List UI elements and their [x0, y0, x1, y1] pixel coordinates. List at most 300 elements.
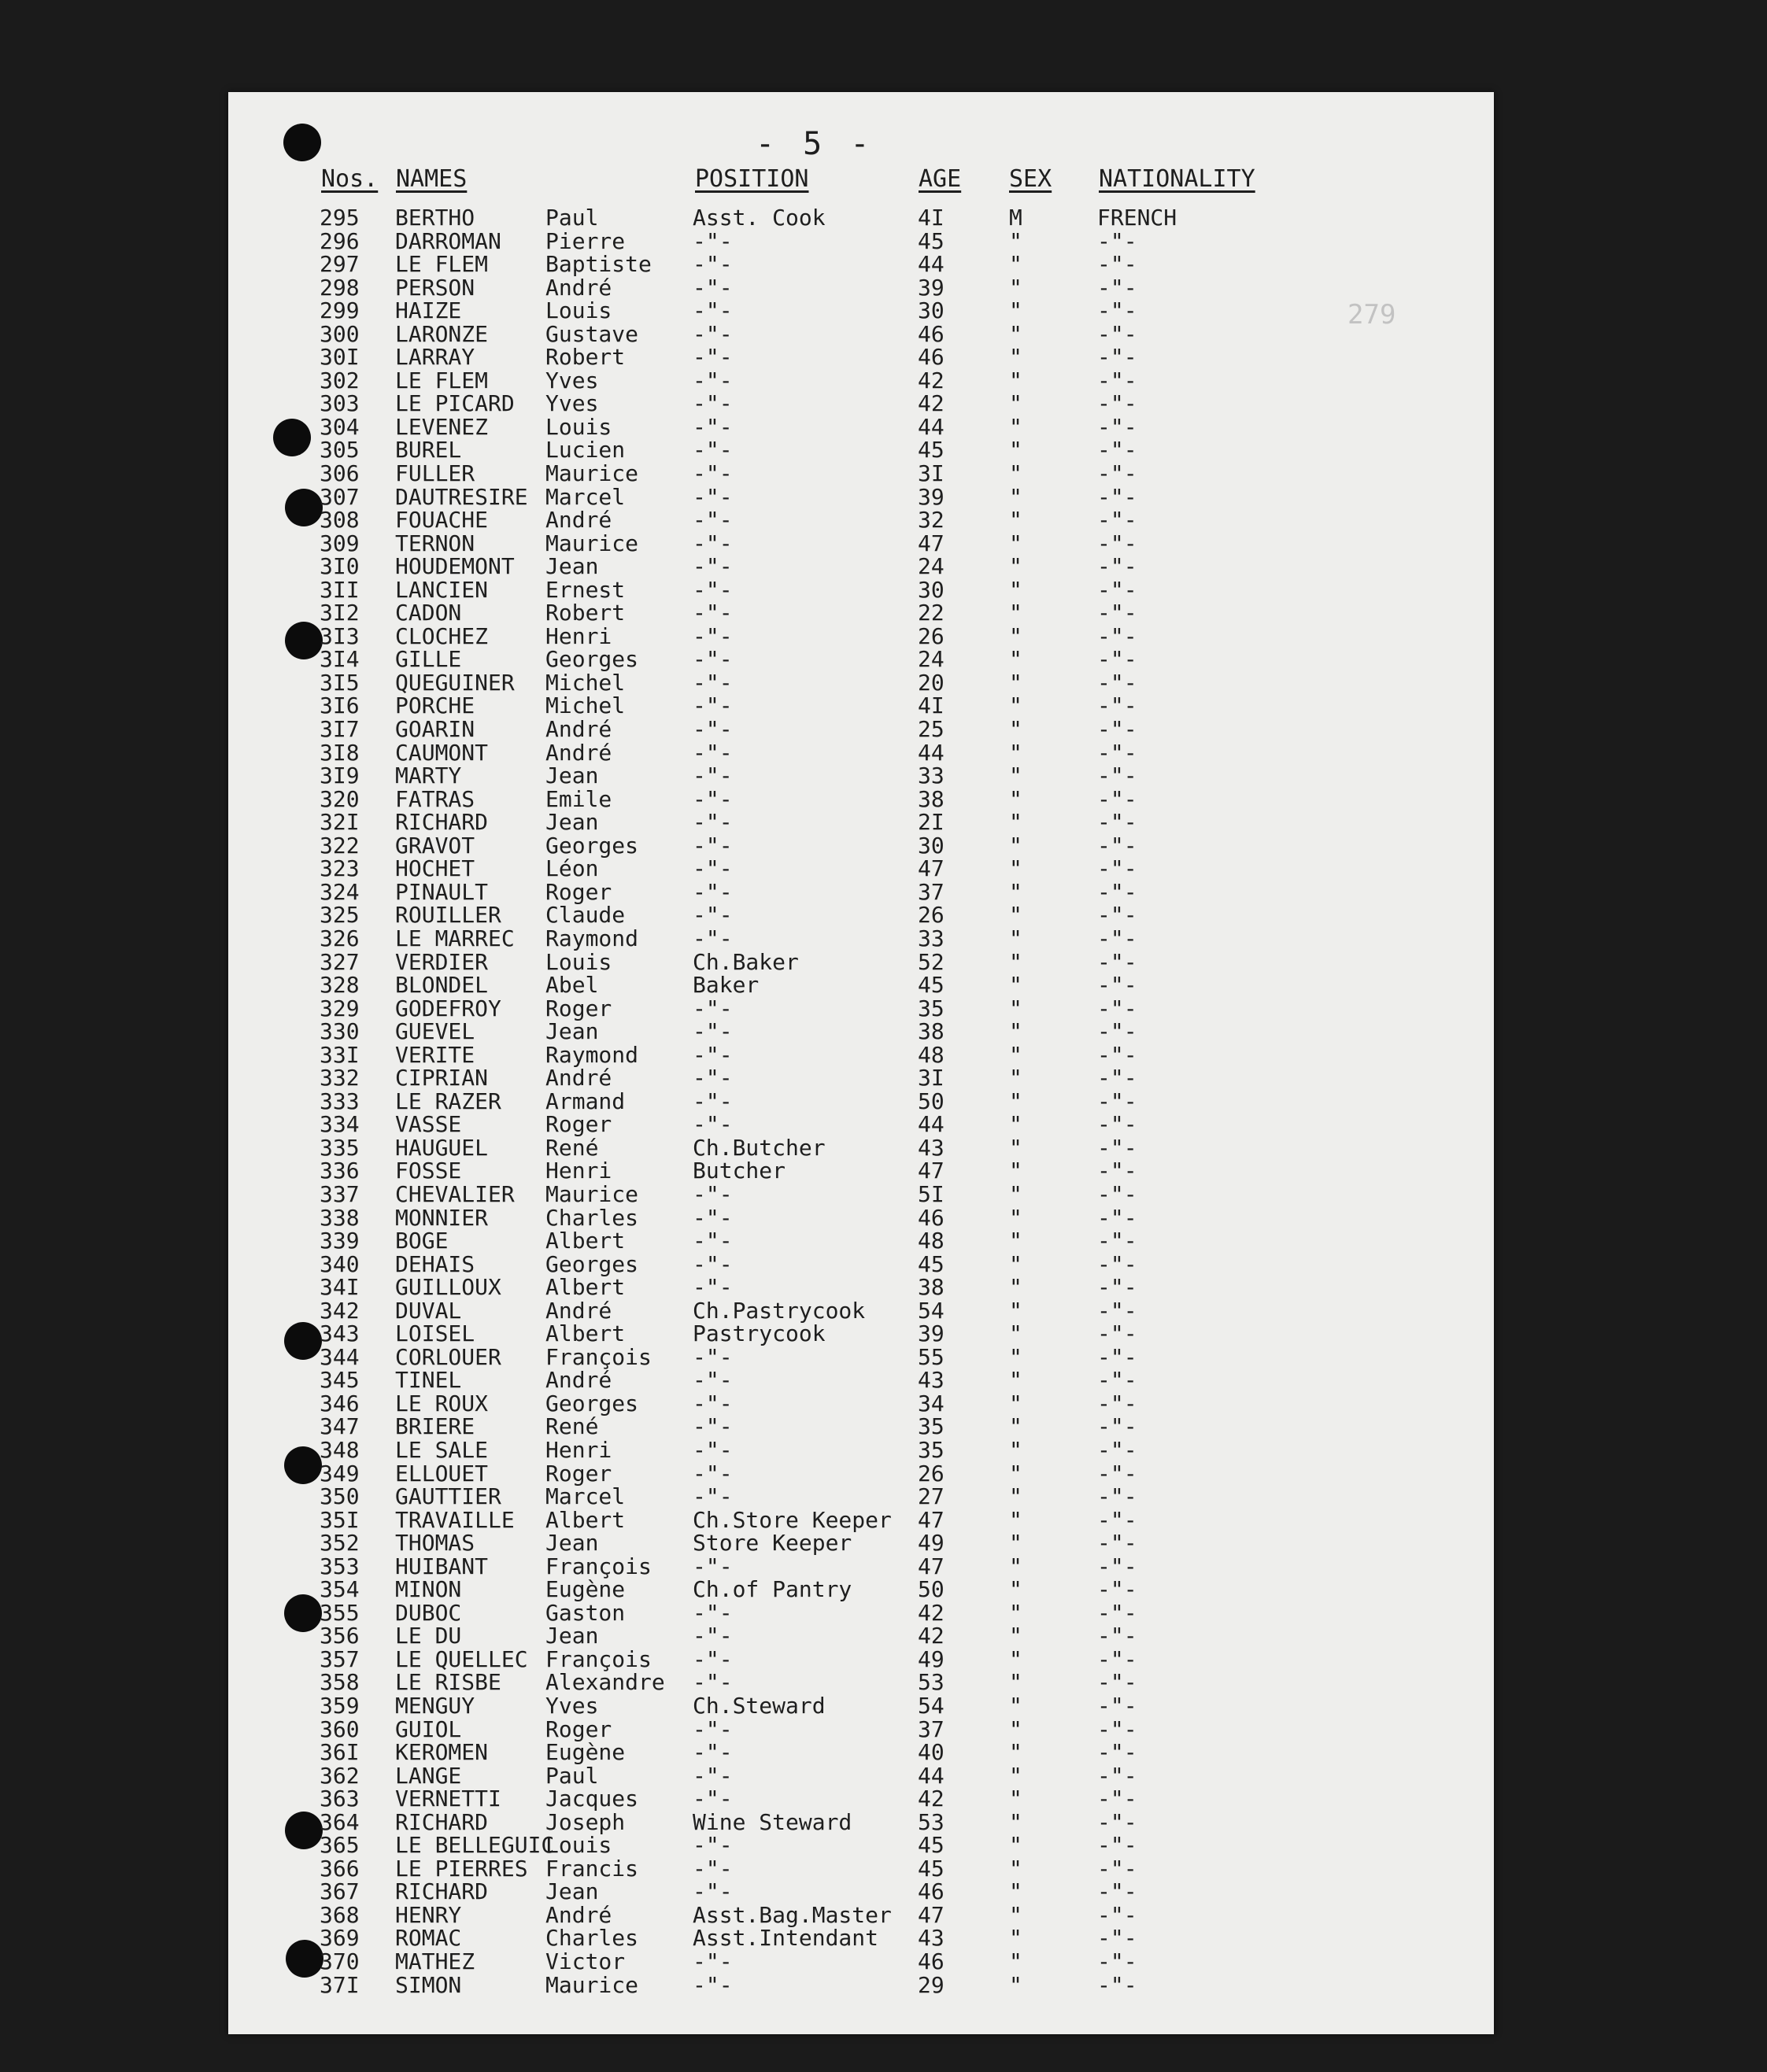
- position: -"-: [693, 809, 733, 836]
- position: -"-: [693, 320, 733, 347]
- age: 49: [918, 1645, 944, 1672]
- position: -"-: [693, 1460, 733, 1487]
- first-name: René: [545, 1134, 599, 1161]
- first-name: Albert: [545, 1506, 626, 1533]
- first-name: Albert: [545, 1274, 626, 1301]
- age: 2I: [918, 809, 944, 836]
- table-row: [320, 1808, 1343, 1835]
- sex: ": [1009, 1111, 1022, 1138]
- table-row: [320, 1436, 1343, 1463]
- nationality: -"-: [1097, 437, 1137, 464]
- header-nos: Nos.: [321, 165, 379, 193]
- nationality: -"-: [1097, 460, 1137, 487]
- surname: MARTY: [395, 763, 462, 789]
- age: 50: [918, 1576, 944, 1603]
- surname: RICHARD: [395, 1878, 489, 1905]
- first-name: Georges: [545, 646, 639, 673]
- entry-number: 308: [320, 507, 360, 534]
- table-row: [320, 1250, 1343, 1277]
- position: -"-: [693, 1088, 733, 1114]
- sex: ": [1009, 1576, 1022, 1603]
- surname: PINAULT: [395, 878, 489, 905]
- age: 40: [918, 1739, 944, 1766]
- header-position: POSITION: [695, 165, 809, 193]
- position: -"-: [693, 739, 733, 766]
- entry-number: 353: [320, 1553, 360, 1579]
- sex: ": [1009, 1343, 1022, 1370]
- position: -"-: [693, 1180, 733, 1207]
- surname: DUVAL: [395, 1297, 462, 1324]
- surname: MONNIER: [395, 1204, 489, 1231]
- surname: HAUGUEL: [395, 1134, 489, 1161]
- age: 26: [918, 1460, 944, 1487]
- age: 47: [918, 1553, 944, 1579]
- entry-number: 366: [320, 1855, 360, 1882]
- surname: LANCIEN: [395, 576, 489, 603]
- table-row: [320, 345, 1343, 369]
- surname: LE BELLEGUIC: [395, 1832, 555, 1859]
- nationality: -"-: [1097, 1948, 1137, 1975]
- first-name: Georges: [545, 832, 639, 859]
- position: -"-: [693, 1878, 733, 1905]
- table-row: [320, 1741, 1343, 1764]
- surname: CAUMONT: [395, 739, 489, 766]
- age: 44: [918, 739, 944, 766]
- header-age: AGE: [919, 165, 962, 193]
- sex: ": [1009, 437, 1022, 464]
- entry-number: 323: [320, 855, 360, 882]
- age: 35: [918, 1436, 944, 1463]
- entry-number: 334: [320, 1111, 360, 1138]
- entry-number: 298: [320, 274, 360, 301]
- first-name: Robert: [545, 600, 626, 626]
- nationality: -"-: [1097, 902, 1137, 929]
- table-row: [320, 1113, 1343, 1136]
- position: -"-: [693, 855, 733, 882]
- nationality: -"-: [1097, 1669, 1137, 1696]
- table-row: [320, 1276, 1343, 1299]
- first-name: Abel: [545, 972, 599, 999]
- first-name: Victor: [545, 1948, 626, 1975]
- age: 22: [918, 600, 944, 626]
- position: -"-: [693, 507, 733, 534]
- age: 42: [918, 1786, 944, 1812]
- sex: ": [1009, 1716, 1022, 1742]
- surname: CADON: [395, 600, 462, 626]
- header-names: NAMES: [396, 165, 468, 193]
- surname: LOISEL: [395, 1320, 475, 1347]
- surname: QUEGUINER: [395, 669, 515, 696]
- nationality: -"-: [1097, 1320, 1137, 1347]
- surname: CORLOUER: [395, 1343, 501, 1370]
- table-row: [320, 1787, 1343, 1811]
- nationality: -"-: [1097, 1599, 1137, 1626]
- sex: ": [1009, 1413, 1022, 1440]
- table-row: [320, 878, 1343, 905]
- nationality: -"-: [1097, 1483, 1137, 1510]
- sex: ": [1009, 367, 1022, 393]
- age: 30: [918, 576, 944, 603]
- age: 43: [918, 1925, 944, 1952]
- age: 35: [918, 1413, 944, 1440]
- entry-number: 325: [320, 902, 360, 929]
- table-row: [320, 671, 1343, 695]
- punch-hole: [284, 1322, 322, 1360]
- first-name: Eugène: [545, 1576, 626, 1603]
- first-name: François: [545, 1343, 652, 1370]
- sex: ": [1009, 716, 1022, 743]
- sex: ": [1009, 902, 1022, 929]
- sex: ": [1009, 390, 1022, 417]
- sex: ": [1009, 413, 1022, 440]
- entry-number: 32I: [320, 809, 360, 836]
- nationality: -"-: [1097, 1041, 1137, 1068]
- surname: DUBOC: [395, 1599, 462, 1626]
- age: 37: [918, 1716, 944, 1742]
- position: -"-: [693, 367, 733, 393]
- nationality: -"-: [1097, 600, 1137, 626]
- age: 52: [918, 948, 944, 975]
- nationality: -"-: [1097, 297, 1137, 324]
- age: 38: [918, 1018, 944, 1045]
- position: Ch.Steward: [693, 1693, 826, 1719]
- position: -"-: [693, 1716, 733, 1742]
- sex: ": [1009, 1204, 1022, 1231]
- table-row: [320, 1645, 1343, 1672]
- sex: ": [1009, 739, 1022, 766]
- age: 45: [918, 227, 944, 254]
- surname: GILLE: [395, 646, 462, 673]
- age: 29: [918, 1971, 944, 1998]
- nationality: -"-: [1097, 1832, 1137, 1859]
- nationality: -"-: [1097, 1623, 1137, 1649]
- entry-number: 3I4: [320, 646, 360, 673]
- entry-number: 355: [320, 1599, 360, 1626]
- sex: ": [1009, 832, 1022, 859]
- age: 47: [918, 530, 944, 556]
- table-row: [320, 1136, 1343, 1160]
- first-name: Roger: [545, 995, 612, 1021]
- first-name: Roger: [545, 878, 612, 905]
- entry-number: 30I: [320, 344, 360, 371]
- sex: ": [1009, 553, 1022, 580]
- position: -"-: [693, 1413, 733, 1440]
- first-name: André: [545, 274, 612, 301]
- entry-number: 3I2: [320, 600, 360, 626]
- table-row: [320, 369, 1343, 393]
- nationality: -"-: [1097, 344, 1137, 371]
- table-row: [320, 973, 1343, 997]
- surname: SIMON: [395, 1971, 462, 1998]
- table-row: [320, 1206, 1343, 1230]
- entry-number: 343: [320, 1320, 360, 1347]
- position: -"-: [693, 1343, 733, 1370]
- nationality: -"-: [1097, 1367, 1137, 1394]
- first-name: Jean: [545, 553, 599, 580]
- entry-number: 358: [320, 1669, 360, 1696]
- position: -"-: [693, 832, 733, 859]
- position: Pastrycook: [693, 1320, 826, 1347]
- table-row: [320, 1159, 1343, 1183]
- first-name: Emile: [545, 785, 612, 812]
- sex: ": [1009, 1901, 1022, 1928]
- nationality: FRENCH: [1097, 205, 1177, 231]
- position: -"-: [693, 1599, 733, 1626]
- sex: ": [1009, 530, 1022, 556]
- surname: CIPRIAN: [395, 1065, 489, 1091]
- entry-number: 348: [320, 1436, 360, 1463]
- sex: ": [1009, 693, 1022, 719]
- first-name: Louis: [545, 297, 612, 324]
- nationality: -"-: [1097, 1762, 1137, 1789]
- position: -"-: [693, 576, 733, 603]
- entry-number: 369: [320, 1925, 360, 1952]
- entry-number: 330: [320, 1018, 360, 1045]
- first-name: Michel: [545, 693, 626, 719]
- surname: KEROMEN: [395, 1739, 489, 1766]
- first-name: Robert: [545, 344, 626, 371]
- nationality: -"-: [1097, 1018, 1137, 1045]
- nationality: -"-: [1097, 1158, 1137, 1184]
- table-row: [320, 834, 1343, 858]
- age: 45: [918, 437, 944, 464]
- position: -"-: [693, 1436, 733, 1463]
- first-name: Jean: [545, 763, 599, 789]
- first-name: Maurice: [545, 530, 639, 556]
- age: 44: [918, 1762, 944, 1789]
- age: 26: [918, 902, 944, 929]
- table-row: [320, 462, 1343, 486]
- surname: LARRAY: [395, 344, 475, 371]
- sex: ": [1009, 925, 1022, 951]
- first-name: Roger: [545, 1716, 612, 1742]
- position: -"-: [693, 1274, 733, 1301]
- table-row: [320, 764, 1343, 788]
- first-name: André: [545, 716, 612, 743]
- age: 48: [918, 1041, 944, 1068]
- entry-number: 306: [320, 460, 360, 487]
- position: -"-: [693, 1250, 733, 1277]
- age: 38: [918, 785, 944, 812]
- entry-number: 364: [320, 1808, 360, 1835]
- table-row: [320, 811, 1343, 834]
- first-name: Henri: [545, 622, 612, 649]
- entry-number: 320: [320, 785, 360, 812]
- first-name: Jean: [545, 1623, 599, 1649]
- entry-number: 352: [320, 1530, 360, 1557]
- first-name: Louis: [545, 413, 612, 440]
- first-name: Albert: [545, 1228, 626, 1254]
- position: -"-: [693, 878, 733, 905]
- table-row: [320, 320, 1343, 347]
- surname: BUREL: [395, 437, 462, 464]
- position: -"-: [693, 622, 733, 649]
- nationality: -"-: [1097, 832, 1137, 859]
- nationality: -"-: [1097, 1065, 1137, 1091]
- table-row: [320, 718, 1343, 741]
- sex: ": [1009, 1228, 1022, 1254]
- first-name: Michel: [545, 669, 626, 696]
- surname: ROUILLER: [395, 902, 501, 929]
- surname: MATHEZ: [395, 1948, 475, 1975]
- age: 48: [918, 1228, 944, 1254]
- first-name: Joseph: [545, 1808, 626, 1835]
- sex: ": [1009, 646, 1022, 673]
- position: -"-: [693, 1041, 733, 1068]
- entry-number: 3I9: [320, 763, 360, 789]
- first-name: Jean: [545, 809, 599, 836]
- age: 4I: [918, 205, 944, 231]
- surname: MENGUY: [395, 1693, 475, 1719]
- table-row: [320, 578, 1343, 602]
- first-name: André: [545, 739, 612, 766]
- entry-number: 324: [320, 878, 360, 905]
- nationality: -"-: [1097, 251, 1137, 278]
- punch-hole: [286, 1940, 323, 1978]
- age: 32: [918, 507, 944, 534]
- entry-number: 363: [320, 1786, 360, 1812]
- surname: LANGE: [395, 1762, 462, 1789]
- surname: BOGE: [395, 1228, 449, 1254]
- table-row: [320, 508, 1343, 532]
- sex: ": [1009, 1971, 1022, 1998]
- entry-number: 328: [320, 972, 360, 999]
- entry-number: 337: [320, 1180, 360, 1207]
- sex: ": [1009, 1786, 1022, 1812]
- surname: GUILLOUX: [395, 1274, 501, 1301]
- table-row: [320, 532, 1343, 556]
- entry-number: 342: [320, 1297, 360, 1324]
- position: -"-: [693, 1065, 733, 1091]
- surname: LE FLEM: [395, 367, 489, 393]
- nationality: -"-: [1097, 274, 1137, 301]
- nationality: -"-: [1097, 553, 1137, 580]
- surname: BRIERE: [395, 1413, 475, 1440]
- sex: ": [1009, 1623, 1022, 1649]
- position: -"-: [693, 1483, 733, 1510]
- sex: ": [1009, 344, 1022, 371]
- entry-number: 3I8: [320, 739, 360, 766]
- position: -"-: [693, 1228, 733, 1254]
- entry-number: 357: [320, 1645, 360, 1672]
- position: -"-: [693, 1971, 733, 1998]
- table-row: [320, 253, 1343, 276]
- age: 47: [918, 1158, 944, 1184]
- first-name: François: [545, 1645, 652, 1672]
- age: 54: [918, 1693, 944, 1719]
- position: -"-: [693, 600, 733, 626]
- table-row: [320, 276, 1343, 300]
- nationality: -"-: [1097, 1180, 1137, 1207]
- surname: BERTHO: [395, 205, 475, 231]
- surname: PORCHE: [395, 693, 475, 719]
- position: -"-: [693, 344, 733, 371]
- age: 46: [918, 320, 944, 347]
- sex: ": [1009, 1088, 1022, 1114]
- entry-number: 3I0: [320, 553, 360, 580]
- age: 3I: [918, 1065, 944, 1091]
- table-row: [320, 299, 1343, 323]
- sex: ": [1009, 1599, 1022, 1626]
- first-name: Jean: [545, 1530, 599, 1557]
- punch-hole: [284, 1594, 322, 1632]
- surname: RICHARD: [395, 809, 489, 836]
- nationality: -"-: [1097, 1250, 1137, 1277]
- surname: HAIZE: [395, 297, 462, 324]
- nationality: -"-: [1097, 483, 1137, 510]
- entry-number: 303: [320, 390, 360, 417]
- table-row: [320, 1180, 1343, 1207]
- position: -"-: [693, 1645, 733, 1672]
- position: Ch.Butcher: [693, 1134, 826, 1161]
- position: -"-: [693, 297, 733, 324]
- entry-number: 336: [320, 1158, 360, 1184]
- nationality: -"-: [1097, 1111, 1137, 1138]
- table-row: [320, 1601, 1343, 1625]
- surname: GODEFROY: [395, 995, 501, 1021]
- age: 20: [918, 669, 944, 696]
- position: -"-: [693, 1786, 733, 1812]
- age: 44: [918, 1111, 944, 1138]
- age: 46: [918, 1878, 944, 1905]
- archive-stamp-number: 279: [1347, 299, 1396, 331]
- age: 25: [918, 716, 944, 743]
- age: 47: [918, 1506, 944, 1533]
- age: 46: [918, 1204, 944, 1231]
- sex: ": [1009, 507, 1022, 534]
- entry-number: 332: [320, 1065, 360, 1091]
- table-row: [320, 1555, 1343, 1579]
- position: Store Keeper: [693, 1530, 852, 1557]
- table-row: [320, 1764, 1343, 1788]
- sex: ": [1009, 1832, 1022, 1859]
- first-name: Eugène: [545, 1739, 626, 1766]
- first-name: Raymond: [545, 1041, 639, 1068]
- first-name: Roger: [545, 1460, 612, 1487]
- nationality: -"-: [1097, 413, 1137, 440]
- age: 49: [918, 1530, 944, 1557]
- surname: LE RAZER: [395, 1088, 501, 1114]
- table-row: [320, 694, 1343, 718]
- first-name: Raymond: [545, 925, 639, 951]
- age: 42: [918, 1599, 944, 1626]
- nationality: -"-: [1097, 1088, 1137, 1114]
- first-name: André: [545, 1367, 612, 1394]
- table-row: [320, 1901, 1343, 1928]
- nationality: -"-: [1097, 576, 1137, 603]
- nationality: -"-: [1097, 530, 1137, 556]
- nationality: -"-: [1097, 809, 1137, 836]
- entry-number: 370: [320, 1948, 360, 1975]
- age: 3I: [918, 460, 944, 487]
- nationality: -"-: [1097, 1576, 1137, 1603]
- sex: ": [1009, 1693, 1022, 1719]
- sex: ": [1009, 1483, 1022, 1510]
- first-name: Armand: [545, 1088, 626, 1114]
- sex: ": [1009, 297, 1022, 324]
- age: 39: [918, 483, 944, 510]
- position: Asst.Bag.Master: [693, 1901, 892, 1928]
- surname: LE FLEM: [395, 251, 489, 278]
- first-name: Jean: [545, 1878, 599, 1905]
- nationality: -"-: [1097, 320, 1137, 347]
- table-row: [320, 601, 1343, 625]
- entry-number: 338: [320, 1204, 360, 1231]
- age: 54: [918, 1297, 944, 1324]
- first-name: Ernest: [545, 576, 626, 603]
- sex: ": [1009, 460, 1022, 487]
- entry-number: 326: [320, 925, 360, 951]
